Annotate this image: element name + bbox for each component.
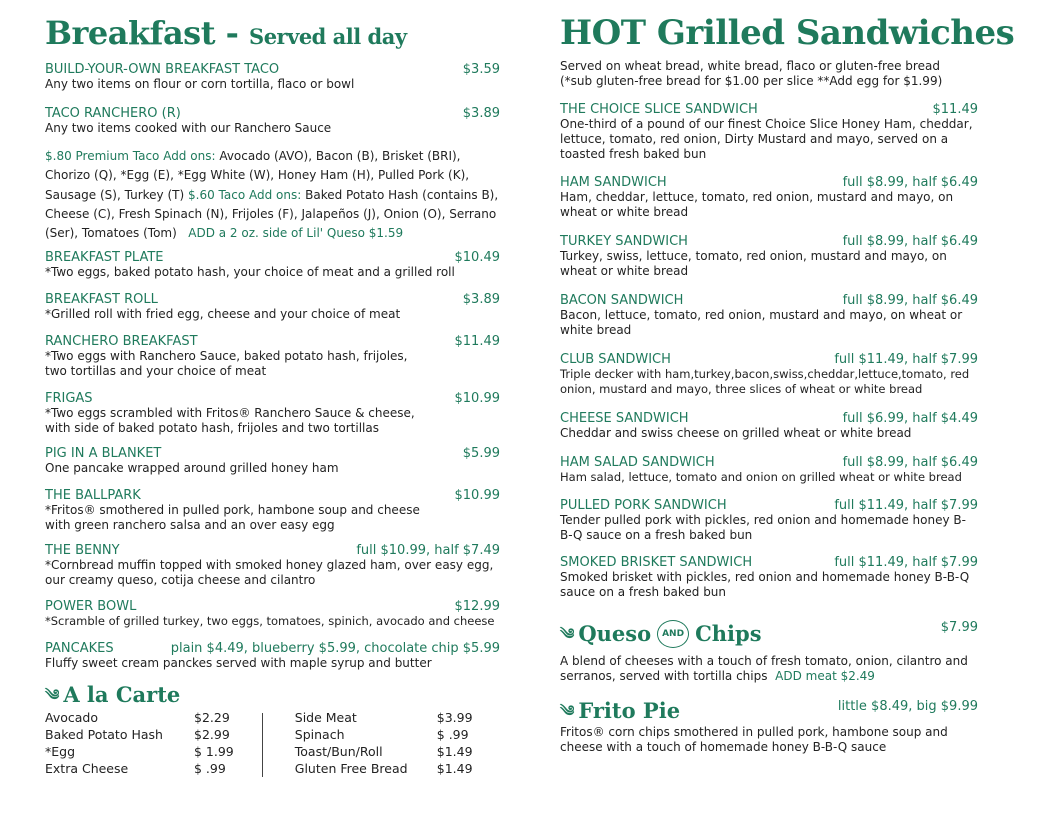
breakfast-column [45, 0, 500, 777]
a-la-carte-title [45, 683, 500, 707]
item-price: full $6.99, half $4.49 [842, 411, 978, 426]
menu-item [560, 293, 978, 338]
item-price: $11.49 [454, 334, 500, 350]
menu-item [560, 411, 978, 441]
item-name: PANCAKES [45, 641, 114, 657]
item-name: TACO RANCHERO (R) [45, 106, 181, 121]
item-desc: *Grilled roll with fried egg, cheese and your choice of meat [45, 307, 401, 322]
item-desc: Turkey, swiss, lettuce, tomato, red onion, mustard and mayo, on wheat or white bread [560, 249, 947, 278]
item-desc: Cheddar and swiss cheese on grilled wheat or white bread [560, 426, 912, 440]
item-desc: Ham salad, lettuce, tomato and onion on grilled wheat or white bread [560, 470, 962, 484]
item-name: HAM SALAD SANDWICH [560, 455, 715, 470]
item-name: BREAKFAST ROLL [45, 292, 158, 308]
item-desc: *Two eggs scrambled with Fritos® Ranchero Sauce & cheese, with side of baked potato hash, frijoles and two tortillas [45, 406, 415, 436]
carte-item-price: $3.99 [436, 710, 473, 726]
item-price: full $8.99, half $6.49 [842, 234, 978, 249]
carte-item-name: Spinach [294, 727, 345, 743]
carte-item-name: *Egg [45, 744, 76, 760]
sandwiches-intro [560, 59, 978, 89]
item-name: HAM SANDWICH [560, 175, 667, 190]
item-name: THE BALLPARK [45, 488, 141, 504]
addons-label: $.80 Premium Taco Add ons: [45, 149, 216, 163]
menu-item [45, 641, 500, 671]
item-name: RANCHERO BREAKFAST [45, 334, 198, 350]
frito-pie-price: little $8.49, big $9.99 [837, 699, 978, 714]
menu-item [45, 62, 500, 92]
item-name: BACON SANDWICH [560, 293, 684, 308]
menu-item [560, 102, 978, 162]
item-price: plain $4.49, blueberry $5.99, chocolate chip $5.99 [170, 641, 500, 657]
item-price: $3.89 [462, 106, 500, 121]
carte-right-list [295, 709, 473, 777]
item-price: $5.99 [462, 446, 500, 462]
queso-add-meat: ADD meat $2.49 [775, 669, 875, 683]
item-price: $10.49 [454, 250, 500, 266]
menu-item [560, 555, 978, 600]
item-price: full $10.99, half $7.49 [356, 543, 500, 559]
bread-substitution-note: (*sub gluten-free bread for $1.00 per slice **Add egg for $1.99) [560, 74, 943, 88]
queso-side-addon: ADD a 2 oz. side of Lil' Queso $1.59 [188, 226, 404, 241]
menu-item [560, 498, 978, 543]
carte-item-name: Avocado [45, 710, 98, 726]
item-price: full $8.99, half $6.49 [842, 175, 978, 190]
menu-item [560, 234, 978, 279]
addons-label-2: $.60 Taco Add ons: [188, 187, 302, 202]
item-price: full $11.49, half $7.99 [834, 555, 978, 570]
item-name: POWER BOWL [45, 599, 137, 615]
queso-chips-section [560, 620, 978, 684]
breakfast-title-text: Breakfast - [45, 14, 250, 52]
swirl-ornament-icon: ༄ [560, 625, 575, 643]
item-name: BREAKFAST PLATE [45, 250, 164, 266]
bread-options: Served on wheat bread, white bread, flaco or gluten-free bread [560, 59, 940, 73]
a-la-carte-list [45, 709, 500, 777]
item-desc: Triple decker with ham,turkey,bacon,swiss,cheddar,lettuce,tomato, red onion, mustard and mayo, three slices of wheat or white bread [560, 367, 970, 396]
item-desc: *Two eggs, baked potato hash, your choice of meat and a grilled roll [45, 265, 455, 280]
taco-addons [45, 147, 500, 243]
item-price: $3.89 [462, 292, 500, 308]
menu-item [45, 391, 500, 436]
menu-item [45, 334, 500, 379]
breakfast-subtitle: Served all day [249, 24, 407, 49]
menu-item [560, 455, 978, 485]
carte-left-list [45, 709, 234, 777]
item-name: TURKEY SANDWICH [560, 234, 688, 249]
frito-pie-section [560, 699, 978, 755]
item-price: $3.59 [462, 62, 500, 77]
menu-item [560, 175, 978, 220]
menu-item [45, 106, 500, 136]
item-price: $11.49 [932, 102, 978, 117]
carte-item-name: Gluten Free Bread [294, 761, 408, 777]
item-name: PIG IN A BLANKET [45, 446, 162, 462]
and-emblem: AND [657, 620, 689, 648]
menu-item [45, 488, 500, 533]
chips-title-text: Chips [695, 621, 762, 646]
item-name: THE BENNY [45, 543, 120, 559]
item-desc: *Scramble of grilled turkey, two eggs, tomatoes, spinich, avocado and cheese [45, 614, 495, 629]
menu-item [45, 292, 500, 322]
item-desc: *Two eggs with Ranchero Sauce, baked potato hash, frijoles, two tortillas and your choice of meat [45, 349, 408, 379]
item-price: $10.99 [454, 488, 500, 504]
item-name: THE CHOICE SLICE SANDWICH [560, 102, 758, 117]
item-price: full $11.49, half $7.99 [834, 498, 978, 513]
item-desc: Tender pulled pork with pickles, red onion and homemade honey B-B-Q sauce on a fresh baked bun [560, 513, 966, 542]
item-name: SMOKED BRISKET SANDWICH [560, 555, 753, 570]
addons-list-2: Baked Potato Hash (contains B), Cheese (C), Fresh Spinach (N), Frijoles (F), Jalapeños (J), Onion (O), Serrano (Ser), Tomatoes (Tom) [45, 187, 499, 241]
carte-item-price: $ .99 [194, 761, 226, 777]
carte-item-name: Toast/Bun/Roll [294, 744, 383, 760]
carte-item-price: $ .99 [436, 727, 469, 743]
queso-price: $7.99 [940, 620, 978, 635]
carte-divider [262, 713, 263, 777]
item-price: full $8.99, half $6.49 [842, 293, 978, 308]
carte-item-name: Side Meat [294, 710, 357, 726]
item-desc: Ham, cheddar, lettuce, tomato, red onion, mustard and mayo, on wheat or white bread [560, 190, 954, 219]
item-desc: Any two items on flour or corn tortilla, flaco or bowl [45, 77, 355, 91]
frito-pie-desc: Fritos® corn chips smothered in pulled pork, hambone soup and cheese with a touch of homemade honey B-B-Q sauce [560, 725, 948, 754]
item-price: full $11.49, half $7.99 [834, 352, 978, 367]
queso-desc [560, 654, 978, 684]
sandwiches-column [560, 0, 1015, 755]
a-la-carte-title-text: A la Carte [63, 682, 181, 708]
item-desc: *Fritos® smothered in pulled pork, hambone soup and cheese with green ranchero salsa and an over easy egg [45, 503, 420, 533]
item-desc: Fluffy sweet cream panckes served with maple syrup and butter [45, 656, 432, 671]
sandwiches-title: HOT Grilled Sandwiches [560, 13, 1015, 53]
item-price: $12.99 [454, 599, 500, 615]
item-name: BUILD-YOUR-OWN BREAKFAST TACO [45, 62, 280, 77]
carte-item-price: $2.99 [194, 727, 230, 743]
queso-title-text: Queso [578, 621, 652, 646]
breakfast-title [45, 16, 500, 54]
item-name: PULLED PORK SANDWICH [560, 498, 727, 513]
carte-item-price: $1.49 [436, 761, 473, 777]
carte-item-price: $2.29 [194, 710, 230, 726]
item-name: CLUB SANDWICH [560, 352, 671, 367]
frito-pie-title [560, 699, 680, 723]
frito-pie-title-text: Frito Pie [578, 698, 681, 723]
queso-chips-title [560, 620, 762, 648]
item-name: FRIGAS [45, 391, 93, 407]
menu-item [45, 250, 500, 280]
item-price: $10.99 [454, 391, 500, 407]
item-name: CHEESE SANDWICH [560, 411, 689, 426]
carte-item-name: Baked Potato Hash [45, 727, 163, 743]
item-price: full $8.99, half $6.49 [842, 455, 978, 470]
addons-list: Avocado (AVO), Bacon (B), Brisket (BRI), Chorizo (Q), *Egg (E), *Egg White (W), Honey Ham (H), Pulled Pork (K), Sausage (S), Turkey (T) [45, 149, 470, 202]
menu-item [45, 599, 500, 629]
menu-item [45, 543, 500, 588]
item-desc: One pancake wrapped around grilled honey ham [45, 461, 339, 476]
item-desc: Any two items cooked with our Ranchero Sauce [45, 121, 332, 135]
swirl-ornament-icon: ༄ [45, 686, 60, 705]
item-desc: *Cornbread muffin topped with smoked honey glazed ham, over easy egg, our creamy queso, cotija cheese and cilantro [45, 558, 494, 588]
menu-item [560, 352, 978, 397]
item-desc: Smoked brisket with pickles, red onion and homemade honey B-B-Q sauce on a fresh baked bun [560, 570, 970, 599]
swirl-ornament-icon: ༄ [560, 702, 575, 720]
item-desc: Bacon, lettuce, tomato, red onion, mustard and mayo, on wheat or white bread [560, 308, 963, 337]
item-desc: One-third of a pound of our finest Choice Slice Honey Ham, cheddar, lettuce, tomato, red onion, Dirty Mustard and mayo, served on a toasted fresh baked bun [560, 117, 973, 161]
carte-item-name: Extra Cheese [45, 761, 129, 777]
queso-desc-text: A blend of cheeses with a touch of fresh tomato, onion, cilantro and serranos, served with tortilla chips [560, 654, 968, 683]
menu-item [45, 446, 500, 476]
carte-item-price: $1.49 [436, 744, 473, 760]
carte-item-price: $ 1.99 [194, 744, 234, 760]
